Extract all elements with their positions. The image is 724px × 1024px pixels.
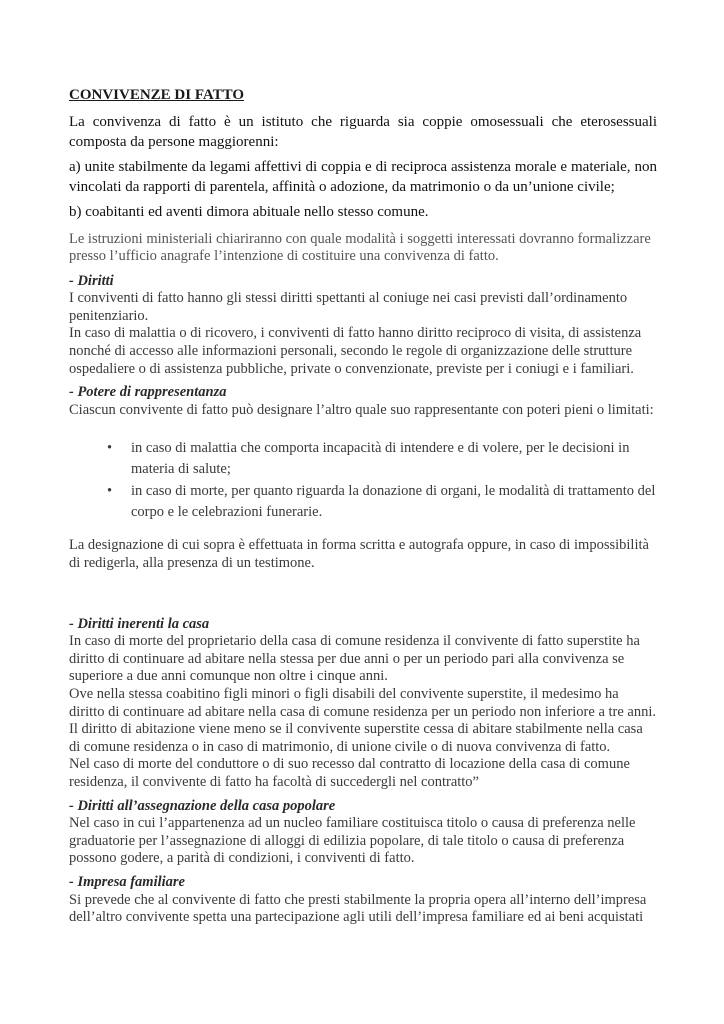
condition-a: a) unite stabilmente da legami affettivi di coppia e di reciproca assistenza morale e materiale, non vincolati da rapporti di parentela, affinità o adozione, da matrimonio o da un’unione civile;	[69, 159, 657, 195]
bullet-icon: •	[107, 483, 113, 500]
condition-b: b) coabitanti ed aventi dimora abituale nello stesso comune.	[69, 204, 429, 220]
casa-paragraph-3: Il diritto di abitazione viene meno se il convivente superstite cessa di abitare stabilmente nella casa di comune residenza o in caso di matrimonio, di unione civile o di nuova convivenza di fatto.	[69, 721, 643, 755]
casa-paragraph-2: Ove nella stessa coabitino figli minori o figli disabili del convivente superstite, il medesimo ha diritto di continuare ad abitare nella casa di comune residenza per un periodo non inferiore a tre anni.	[69, 686, 657, 720]
rappresentanza-paragraph-1: Ciascun convivente di fatto può designare l’altro quale suo rappresentante con poteri pieni o limitati:	[69, 401, 654, 418]
list-item: • in caso di malattia che comporta incapacità di intendere e di volere, per le decisioni in materia di salute;	[107, 440, 630, 477]
document-title: CONVIVENZE DI FATTO	[69, 87, 245, 103]
bullet-icon: •	[107, 440, 113, 457]
section-heading-diritti: - Diritti	[69, 272, 114, 289]
document-page	[69, 86, 657, 927]
casa-paragraph-4: Nel caso di morte del conduttore o di suo recesso dal contratto di locazione della casa di comune residenza, il convivente di fatto ha facoltà di succedergli nel contratto”	[69, 756, 630, 790]
casa-paragraph-1: In caso di morte del proprietario della casa di comune residenza il convivente di fatto superstite ha diritto di continuare ad abitare nella stessa per due anni o per un periodo pari alla convivenza se superiore a due anni comunque non oltre i cinque anni.	[69, 633, 640, 685]
section-heading-casa-popolare: - Diritti all’assegnazione della casa popolare	[69, 797, 336, 814]
intro-paragraph: La convivenza di fatto è un istituto che riguarda sia coppie omosessuali che eterosessuali composta da persone maggiorenni:	[69, 114, 657, 150]
diritti-paragraph-1: I conviventi di fatto hanno gli stessi diritti spettanti al coniuge nei casi previsti dall’ordinamento penitenziario.	[69, 290, 628, 324]
rappresentanza-paragraph-2: La designazione di cui sopra è effettuata in forma scritta e autografa oppure, in caso di impossibilità di redigerla, alla presenza di un testimone.	[69, 537, 649, 572]
section-heading-casa: - Diritti inerenti la casa	[69, 615, 210, 632]
rappresentanza-bullet-list	[69, 438, 657, 522]
istruzioni-paragraph: Le istruzioni ministeriali chiariranno con quale modalità i soggetti interessati dovranno formalizzare presso l’ufficio anagrafe l’intenzione di costituire una convivenza di fatto.	[69, 230, 651, 265]
list-item: • in caso di morte, per quanto riguarda la donazione di organi, le modalità di trattamento del corpo e le celebrazioni funerarie.	[107, 483, 656, 520]
section-heading-rappresentanza: - Potere di rappresentanza	[69, 384, 227, 401]
impresa-paragraph: Si prevede che al convivente di fatto che presti stabilmente la propria opera all’interno dell’impresa dell’altro convivente spetta una partecipazione agli utili dell’impresa familiare ed ai beni acquistati	[69, 891, 647, 926]
popolare-paragraph: Nel caso in cui l’appartenenza ad un nucleo familiare costituisca titolo o causa di preferenza nelle graduatorie per l’assegnazione di alloggi di edilizia popolare, di tale titolo o causa di preferenza possono godere, a parità di condizioni, i conviventi di fatto.	[69, 815, 636, 867]
section-heading-impresa: - Impresa familiare	[69, 873, 185, 890]
diritti-paragraph-2: In caso di malattia o di ricovero, i conviventi di fatto hanno diritto reciproco di visita, di assistenza nonché di accesso alle informazioni personali, secondo le regole di organizzazione delle strutture ospedaliere o di assistenza pubbliche, private o convenzionate, previste per i coniugi e i familiari.	[69, 325, 642, 377]
